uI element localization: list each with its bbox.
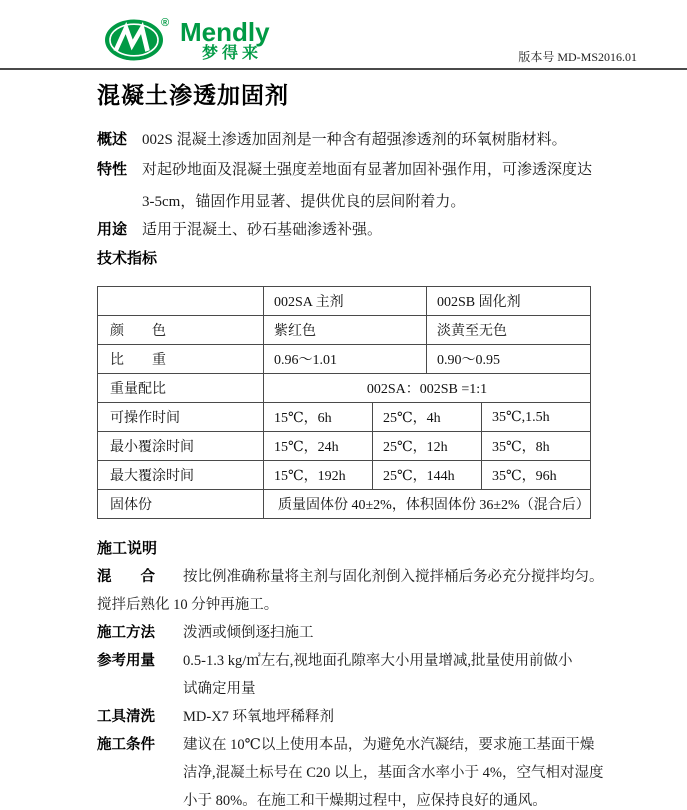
- features-text-line1: 对起砂地面及混凝土强度差地面有显著加固补强作用，可渗透深度达: [142, 162, 593, 178]
- cell-min-recoat-25: 25℃，12h: [373, 432, 482, 461]
- cleaning-text: MD-X7 环氧地坪稀释剂: [183, 709, 335, 725]
- table-row-max-recoat: [98, 461, 591, 490]
- dosage-text-line1: 0.5-1.3 kg/㎡左右,视地面孔隙率大小用量增减,批量使用前做小: [183, 653, 573, 669]
- header-cell-hardener: 002SB 固化剂: [427, 287, 591, 316]
- table-row-header: [98, 287, 591, 316]
- cell-max-recoat-35: 35℃，96h: [482, 461, 591, 490]
- row-label-max-recoat: 最大覆涂时间: [98, 461, 264, 490]
- brand-text: [180, 17, 270, 63]
- mixing-text: 按比例准确称量将主剂与固化剂倒入搅拌桶后务必充分搅拌均匀。: [183, 569, 604, 585]
- construction-item-conditions-cont1: [97, 759, 647, 787]
- brand-name-cn: 梦得来: [202, 45, 263, 62]
- page-title: 混凝土渗透加固剂: [97, 82, 289, 108]
- construction-item-dosage-cont: [97, 675, 647, 703]
- features-label: 特性: [97, 161, 128, 178]
- method-text: 泼洒或倾倒逐扫施工: [183, 625, 314, 641]
- cell-gravity-b: 0.90～0.95: [427, 345, 591, 374]
- cell-min-recoat-35: 35℃，8h: [482, 432, 591, 461]
- brand-mark: [104, 18, 168, 62]
- mendly-logo-icon: [104, 18, 168, 62]
- overview-label: 概述: [97, 131, 128, 148]
- conditions-text-line3: 小于 80%。在施工和干燥期过程中，应保持良好的通风。: [183, 793, 547, 809]
- dosage-text-line2: 试确定用量: [183, 681, 256, 697]
- row-label-gravity: 比 重: [98, 345, 264, 374]
- conditions-text-line2: 洁净,混凝土标号在 C20 以上，基面含水率小于 4%，空气相对湿度: [183, 765, 604, 781]
- construction-item-method: [97, 619, 647, 647]
- table-row-worktime: [98, 403, 591, 432]
- registered-mark: ®: [161, 17, 170, 29]
- construction-item-conditions: [97, 731, 647, 759]
- section-features-cont: [97, 192, 647, 212]
- cell-color-b: 淡黄至无色: [427, 316, 591, 345]
- page-header: [0, 0, 687, 70]
- row-label-ratio: 重量配比: [98, 374, 264, 403]
- usage-label: 用途: [97, 221, 128, 238]
- cell-worktime-35: 35℃,1.5h: [482, 403, 591, 432]
- cell-ratio-span: 002SA：002SB =1:1: [264, 374, 591, 403]
- header-cell-main-agent: 002SA 主剂: [264, 287, 427, 316]
- section-features: [97, 160, 647, 180]
- construction-item-mixing-cont: [97, 591, 647, 619]
- construction-heading: 施工说明: [97, 540, 158, 557]
- section-usage: [97, 220, 647, 240]
- row-label-min-recoat: 最小覆涂时间: [98, 432, 264, 461]
- row-label-solids: 固体份: [98, 490, 264, 519]
- brand-name: Mendly: [180, 17, 270, 47]
- tech-specs-heading: 技术指标: [97, 250, 158, 267]
- table-row-min-recoat: [98, 432, 591, 461]
- features-text-line2: 3-5cm，锚固作用显著、提供优良的层间附着力。: [142, 194, 466, 210]
- mixing-label: 混 合: [97, 569, 155, 585]
- row-label-worktime: 可操作时间: [98, 403, 264, 432]
- dosage-label: 参考用量: [97, 653, 155, 669]
- cell-max-recoat-25: 25℃，144h: [373, 461, 482, 490]
- construction-item-cleaning: [97, 703, 647, 731]
- table-row-solids: [98, 490, 591, 519]
- mixing-text-line2: 搅拌后熟化 10 分钟再施工。: [97, 597, 279, 613]
- cell-min-recoat-15: 15℃，24h: [264, 432, 373, 461]
- cleaning-label: 工具清洗: [97, 709, 155, 725]
- method-label: 施工方法: [97, 625, 155, 641]
- table-row-gravity: [98, 345, 591, 374]
- cell-solids-span: 质量固体份 40±2%，体积固体份 36±2%（混合后）: [264, 490, 591, 519]
- cell-color-a: 紫红色: [264, 316, 427, 345]
- section-overview: [97, 130, 647, 150]
- table-row-color: [98, 316, 591, 345]
- document-body: [0, 82, 687, 810]
- cell-worktime-15: 15℃，6h: [264, 403, 373, 432]
- row-label-color: 颜 色: [98, 316, 264, 345]
- version-label: 版本号 MD-MS2016.01: [518, 50, 637, 64]
- header-cell-empty: [98, 287, 264, 316]
- conditions-text-line1: 建议在 10℃以上使用本品，为避免水汽凝结，要求施工基面干燥: [183, 737, 595, 753]
- cell-gravity-a: 0.96～1.01: [264, 345, 427, 374]
- construction-item-mixing: [97, 563, 647, 591]
- tech-specs-table: [97, 286, 591, 519]
- overview-text: 002S 混凝土渗透加固剂是一种含有超强渗透剂的环氧树脂材料。: [142, 132, 567, 148]
- cell-worktime-25: 25℃，4h: [373, 403, 482, 432]
- conditions-label: 施工条件: [97, 737, 155, 753]
- usage-text: 适用于混凝土、砂石基础渗透补强。: [142, 222, 383, 238]
- construction-item-conditions-cont2: [97, 787, 647, 810]
- cell-max-recoat-15: 15℃，192h: [264, 461, 373, 490]
- table-row-ratio: [98, 374, 591, 403]
- brand-logo: [104, 18, 270, 63]
- construction-item-dosage: [97, 647, 647, 675]
